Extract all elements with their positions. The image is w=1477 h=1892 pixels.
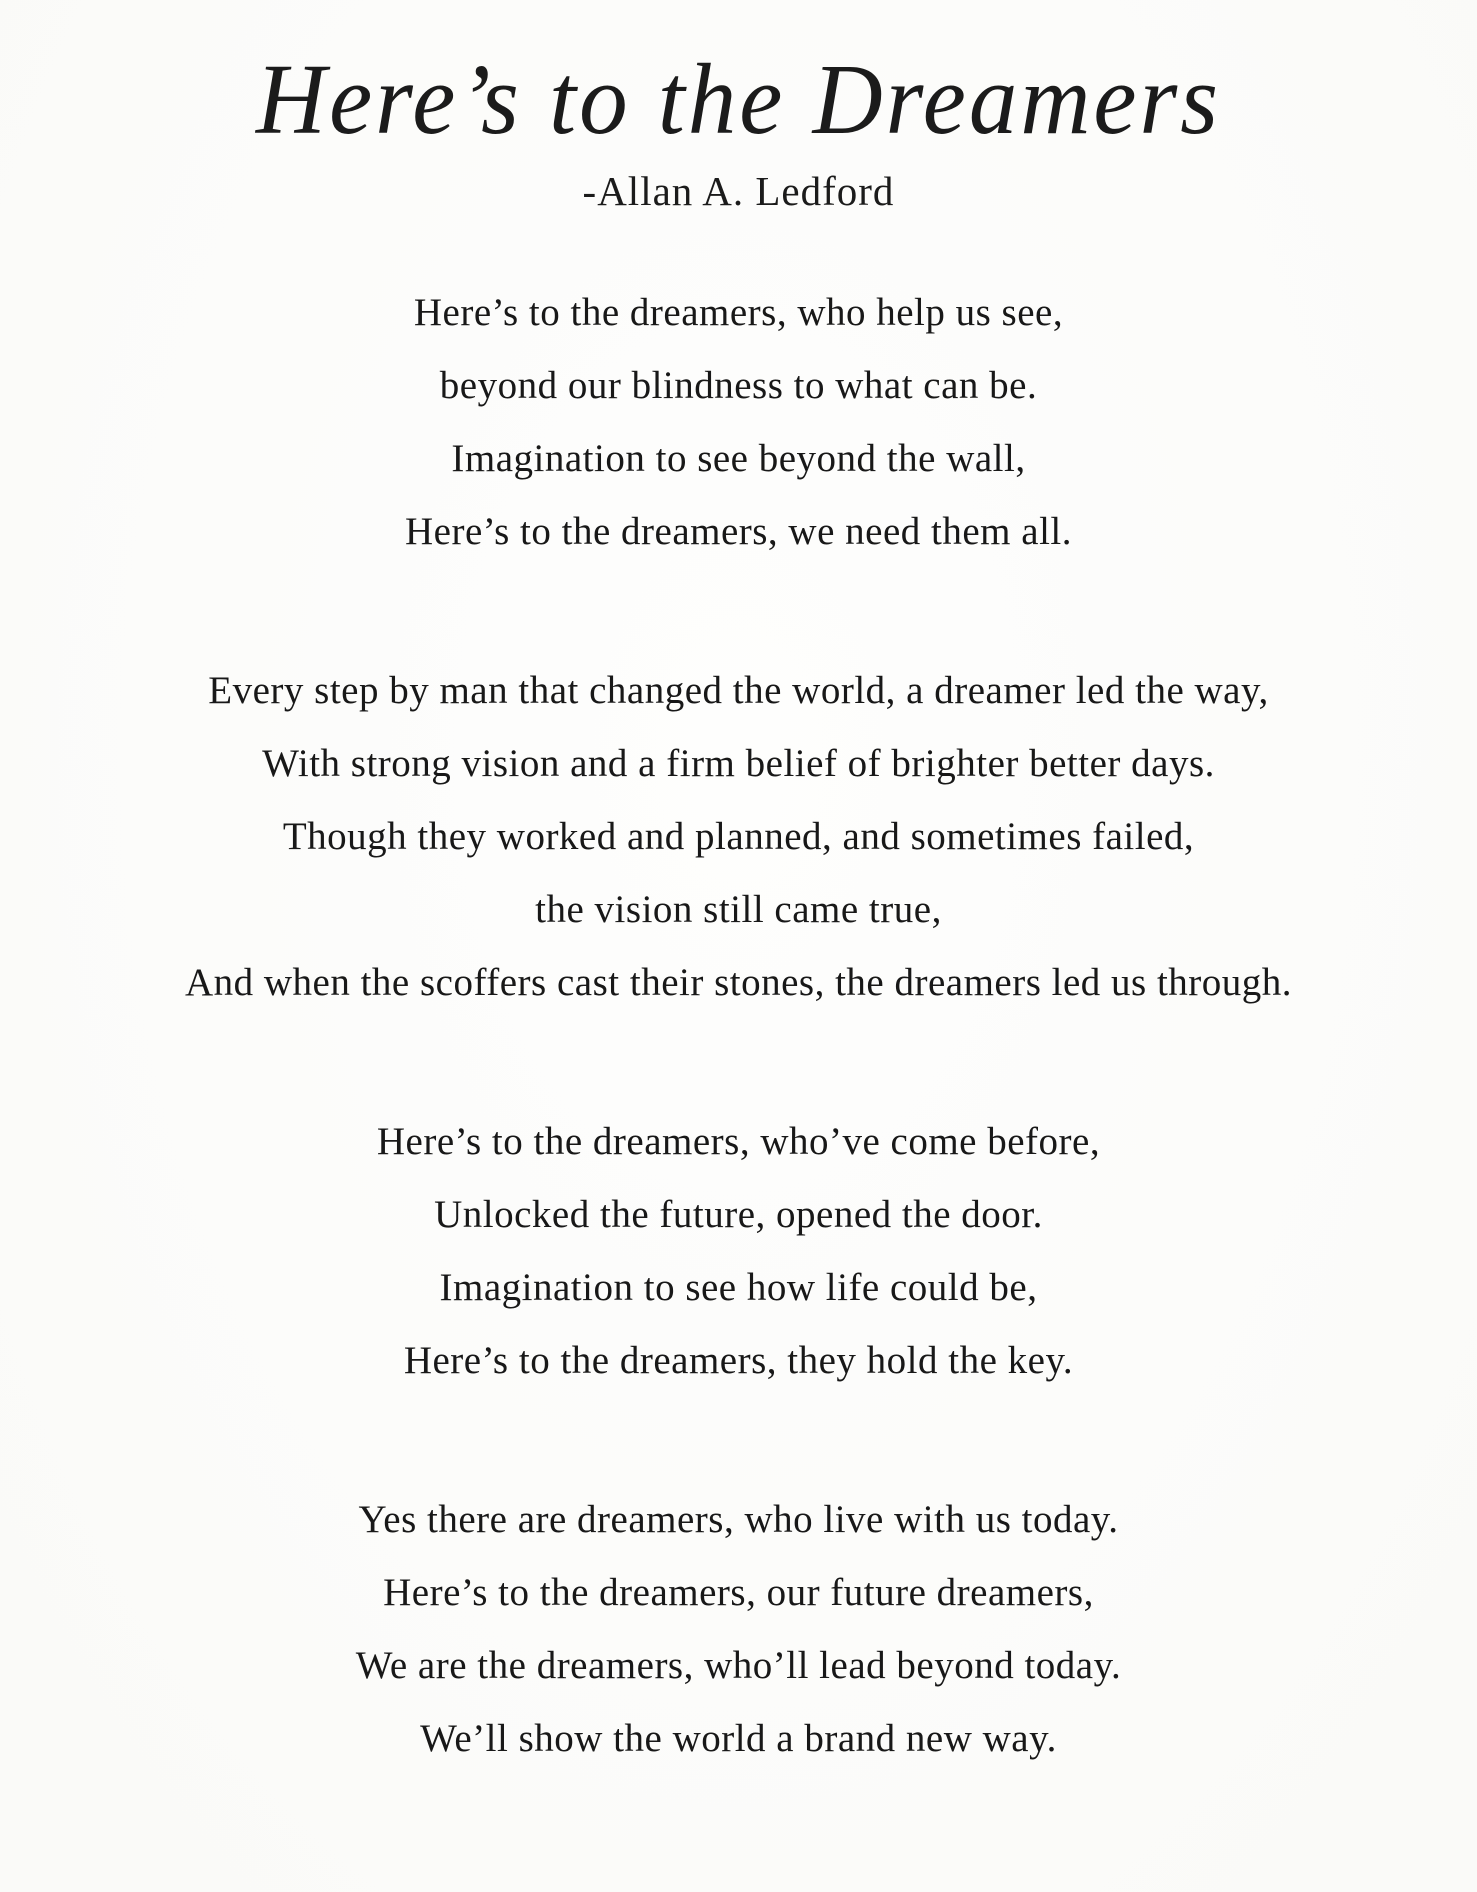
- poem-line: Every step by man that changed the world, a dreamer led the way,: [208, 669, 1269, 713]
- poem-line: Here’s to the dreamers, we need them all.: [405, 510, 1072, 554]
- poem-line: Here’s to the dreamers, our future dreamers,: [383, 1571, 1094, 1615]
- poem-author: -Allan A. Ledford: [582, 168, 895, 215]
- stanza-2: [0, 654, 1477, 1019]
- poem-line: Yes there are dreamers, who live with us today.: [358, 1498, 1119, 1542]
- poem-line: Imagination to see beyond the wall,: [451, 437, 1026, 481]
- poem-line: Though they worked and planned, and sometimes failed,: [282, 815, 1195, 859]
- poem-line: And when the scoffers cast their stones, the dreamers led us through.: [184, 961, 1293, 1005]
- poem-line: Imagination to see how life could be,: [439, 1266, 1038, 1310]
- poem-line: We’ll show the world a brand new way.: [420, 1717, 1057, 1761]
- stanza-3: [0, 1105, 1477, 1397]
- poem-line: We are the dreamers, who’ll lead beyond today.: [355, 1644, 1122, 1688]
- poem-line: the vision still came true,: [535, 888, 942, 932]
- poem-line: With strong vision and a firm belief of brighter better days.: [262, 742, 1215, 786]
- poem-line: Unlocked the future, opened the door.: [434, 1193, 1043, 1237]
- poem-title: Here’s to the Dreamers: [256, 43, 1221, 155]
- poem-line: beyond our blindness to what can be.: [439, 364, 1038, 408]
- poem-line: Here’s to the dreamers, they hold the key.: [403, 1339, 1074, 1383]
- stanza-4: [0, 1483, 1477, 1775]
- poem-body: [0, 276, 1477, 1775]
- stanza-1: [0, 276, 1477, 568]
- poem-line: Here’s to the dreamers, who’ve come before,: [376, 1120, 1101, 1164]
- poem-line: Here’s to the dreamers, who help us see,: [413, 291, 1064, 335]
